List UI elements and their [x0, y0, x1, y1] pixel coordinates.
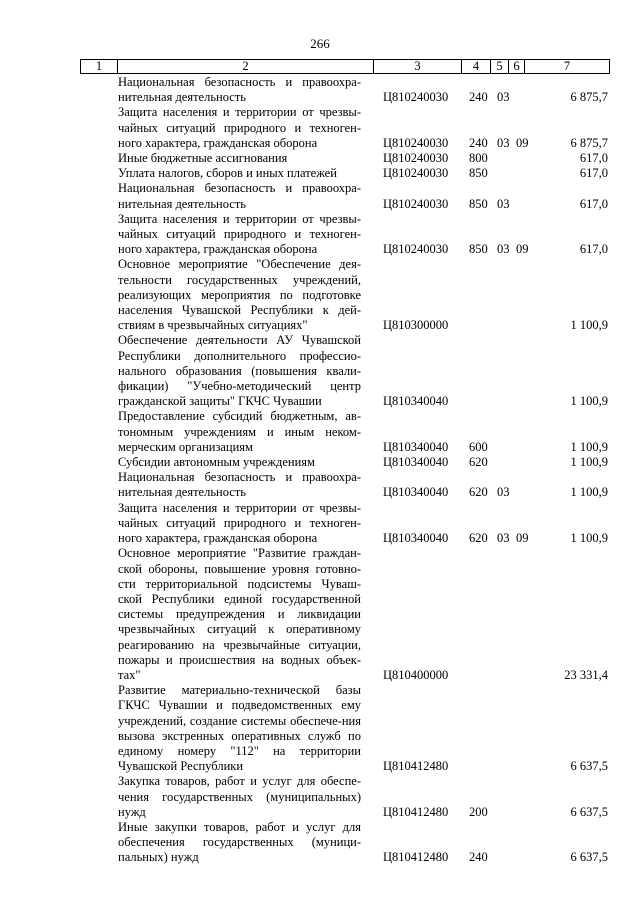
- row-amount: 1 100,9: [570, 531, 608, 546]
- row-code: Ц810400000: [383, 667, 449, 682]
- row-group: 620: [469, 485, 488, 500]
- row-code: Ц810240030: [383, 166, 449, 181]
- row-code: Ц810412480: [383, 850, 449, 865]
- row-name: Иные закупки товаров, работ и услуг для обеспечения государственных (муници-пальных) нужд: [118, 819, 361, 865]
- row-amount: 1 100,9: [570, 439, 608, 454]
- row-name: Уплата налогов, сборов и иных платежей: [118, 166, 337, 181]
- table-row: [118, 105, 608, 151]
- row-code: Ц810240030: [383, 196, 449, 211]
- budget-table-body: [118, 75, 608, 866]
- row-name: Национальная безопасность и правоохра-нительная деятельность: [118, 181, 361, 211]
- row-group: 850: [469, 166, 488, 181]
- table-row: [118, 257, 608, 333]
- row-group: 240: [469, 135, 488, 150]
- row-amount: 6 637,5: [570, 759, 608, 774]
- row-name: Закупка товаров, работ и услуг для обеспе-чения государственных (муниципальных) нужд: [118, 774, 361, 819]
- row-amount: 1 100,9: [570, 455, 608, 470]
- row-subsection: 09: [516, 242, 529, 257]
- row-amount: 617,0: [579, 242, 608, 257]
- row-section: 03: [497, 90, 510, 105]
- row-code: Ц810340040: [383, 439, 449, 454]
- row-group: 240: [469, 850, 488, 865]
- row-section: 03: [497, 135, 510, 150]
- row-name: Национальная безопасность и правоохра-нительная деятельность: [118, 470, 361, 500]
- table-row: [118, 501, 608, 547]
- row-amount: 23 331,4: [564, 667, 608, 682]
- row-name: Развитие материально-технической базы ГКЧС Чувашии и подведомственных ему учреждений, создание системы обеспече-ния вызова экстренных оперативных служб по единому номеру "112" на территории Чувашской Республики: [118, 683, 361, 774]
- row-code: Ц810412480: [383, 759, 449, 774]
- row-code: Ц810240030: [383, 90, 449, 105]
- column-header-4: 4: [462, 59, 491, 74]
- row-code: Ц810300000: [383, 318, 449, 333]
- row-name: Основное мероприятие "Развитие граждан-ской обороны, повышение уровня готовно-сти территориальной подсистемы Чуваш-ской Республики единой государственной системы предупреждения и ликвидации чрезвычайных ситуаций к оперативному реагированию на чрезвычайные ситуации, пожары и происшествия на водных объек-тах": [118, 546, 361, 682]
- row-name: Предоставление субсидий бюджетным, ав-тономным учреждениям и иным неком-мерческим организациям: [118, 409, 361, 454]
- row-group: 600: [469, 439, 488, 454]
- row-code: Ц810340040: [383, 394, 449, 409]
- row-group: 850: [469, 242, 488, 257]
- row-code: Ц810240030: [383, 242, 449, 257]
- column-header-1: 1: [80, 59, 118, 74]
- row-subsection: 09: [516, 135, 529, 150]
- row-amount: 617,0: [579, 166, 608, 181]
- column-header-6: 6: [509, 59, 525, 74]
- row-section: 03: [497, 196, 510, 211]
- row-code: Ц810340040: [383, 531, 449, 546]
- row-section: 03: [497, 485, 510, 500]
- column-header-5: 5: [491, 59, 509, 74]
- row-name: Защита населения и территории от чрезвы-чайных ситуаций природного и техноген-ного характера, гражданская оборона: [118, 105, 361, 150]
- row-name: Обеспечение деятельности АУ Чувашской Республики дополнительного профессио-нального образования (повышения квали-фикации) "Учебно-методический центр гражданской защиты" ГКЧС Чувашии: [118, 333, 361, 409]
- row-amount: 1 100,9: [570, 485, 608, 500]
- row-code: Ц810412480: [383, 804, 449, 819]
- row-amount: 1 100,9: [570, 394, 608, 409]
- row-section: 03: [497, 531, 510, 546]
- row-group: 850: [469, 196, 488, 211]
- row-group: 200: [469, 804, 488, 819]
- row-name: Субсидии автономным учреждениям: [118, 455, 315, 470]
- row-name: Иные бюджетные ассигнования: [118, 151, 288, 166]
- table-row: [118, 820, 608, 866]
- table-row: [118, 683, 608, 774]
- row-code: Ц810340040: [383, 485, 449, 500]
- row-amount: 6 875,7: [570, 90, 608, 105]
- table-row: [118, 455, 608, 470]
- table-row: [118, 333, 608, 409]
- table-row: [118, 470, 608, 500]
- row-amount: 617,0: [579, 151, 608, 166]
- row-amount: 1 100,9: [570, 318, 608, 333]
- table-row: [118, 151, 608, 166]
- table-row: [118, 546, 608, 683]
- row-name: Национальная безопасность и правоохра-нительная деятельность: [118, 75, 361, 105]
- row-amount: 6 637,5: [570, 804, 608, 819]
- column-header-3: 3: [374, 59, 462, 74]
- table-row: [118, 409, 608, 455]
- row-section: 03: [497, 242, 510, 257]
- table-row: [118, 212, 608, 258]
- table-row: [118, 774, 608, 820]
- row-name: Защита населения и территории от чрезвы-чайных ситуаций природного и техноген-ного характера, гражданская оборона: [118, 500, 361, 546]
- row-amount: 617,0: [579, 196, 608, 211]
- page-number: 266: [310, 36, 330, 51]
- table-header: [80, 59, 610, 74]
- column-header-7: 7: [525, 59, 610, 74]
- row-code: Ц810240030: [383, 135, 449, 150]
- row-code: Ц810340040: [383, 455, 449, 470]
- row-code: Ц810240030: [383, 151, 449, 166]
- column-header-2: 2: [118, 59, 374, 74]
- row-group: 620: [469, 531, 488, 546]
- row-group: 800: [469, 151, 488, 166]
- table-row: [118, 181, 608, 211]
- row-name: Защита населения и территории от чрезвы-чайных ситуаций природного и техноген-ного характера, гражданская оборона: [118, 211, 361, 257]
- row-name: Основное мероприятие "Обеспечение дея-тельности государственных учреждений, реализующих мероприятия по подготовке населения Чувашской Республики к дей-ствиям в чрезвычайных ситуациях": [118, 257, 361, 333]
- table-row: [118, 75, 608, 105]
- row-group: 240: [469, 90, 488, 105]
- row-amount: 6 637,5: [570, 850, 608, 865]
- table-row: [118, 166, 608, 181]
- row-group: 620: [469, 455, 488, 470]
- row-amount: 6 875,7: [570, 135, 608, 150]
- row-subsection: 09: [516, 531, 529, 546]
